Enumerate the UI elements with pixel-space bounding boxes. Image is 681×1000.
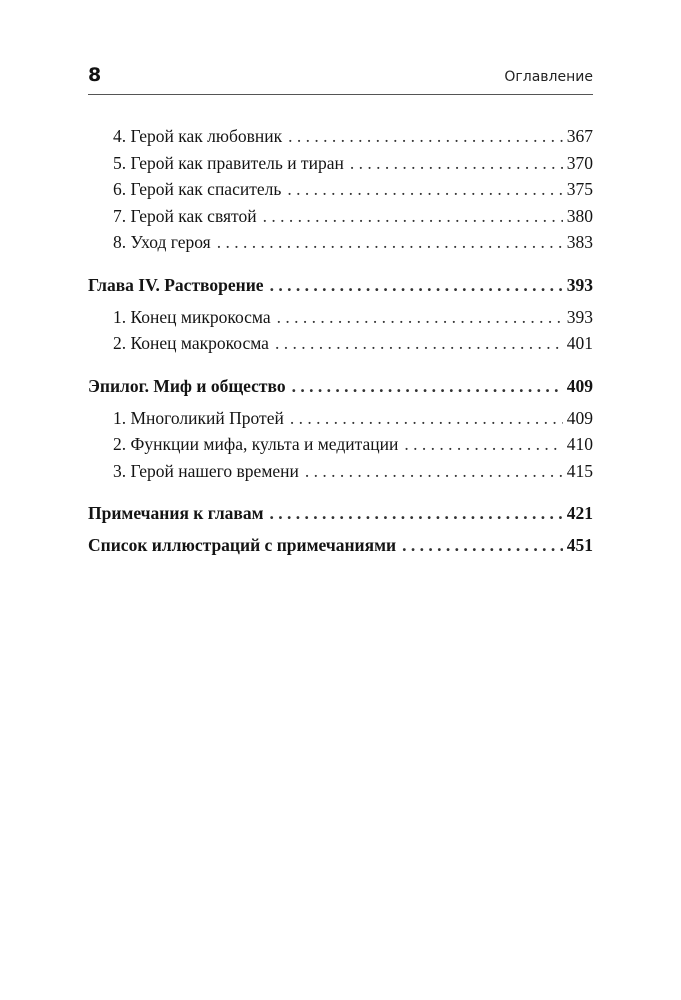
toc-entry-title: 4. Герой как любовник	[113, 126, 283, 146]
dot-leader	[305, 461, 563, 482]
dot-leader	[288, 126, 563, 147]
toc-chapter-entry[interactable]	[88, 535, 593, 567]
dot-leader	[292, 376, 563, 397]
dot-leader	[404, 434, 562, 455]
toc-chapter-title: Эпилог. Миф и общество	[88, 375, 286, 396]
toc-entry-title: 7. Герой как святой	[113, 205, 257, 226]
toc-entry-page: 375	[566, 179, 593, 199]
toc-entry[interactable]	[88, 333, 593, 360]
toc-entry-title: 2. Конец макрокосма	[113, 333, 269, 353]
toc-entry[interactable]	[88, 461, 593, 488]
dot-leader	[270, 503, 563, 524]
toc-entry-title: 8. Уход героя	[113, 232, 211, 252]
dot-leader	[270, 275, 563, 296]
toc-group-epilogue	[88, 376, 593, 488]
toc-entry-title: 5. Герой как правитель и тиран	[113, 152, 344, 173]
toc-entry[interactable]	[88, 153, 593, 180]
table-of-contents	[88, 126, 593, 583]
toc-group-chapter3-sections	[88, 126, 593, 259]
toc-entry-page: 410	[566, 434, 593, 454]
toc-entry-title: 2. Функции мифа, культа и медитации	[113, 434, 399, 454]
toc-entry-page: 367	[566, 126, 593, 146]
dot-leader	[277, 307, 563, 328]
toc-group-chapter4	[88, 275, 593, 360]
running-head	[88, 62, 593, 95]
toc-chapter-entry[interactable]	[88, 503, 593, 535]
toc-entry[interactable]	[88, 126, 593, 153]
toc-entry[interactable]	[88, 232, 593, 259]
dot-leader	[290, 408, 563, 429]
toc-entry-title: 1. Конец микрокосма	[113, 306, 271, 327]
toc-entry-page: 383	[566, 232, 593, 252]
toc-entry[interactable]	[88, 179, 593, 206]
toc-chapter-title: Глава IV. Растворение	[88, 274, 264, 295]
toc-chapter-page: 421	[566, 503, 593, 523]
dot-leader	[217, 232, 563, 253]
toc-chapter-page: 393	[566, 274, 593, 295]
toc-entry-page: 393	[566, 306, 593, 327]
toc-group-back-matter	[88, 503, 593, 567]
toc-entry[interactable]	[88, 307, 593, 334]
toc-entry-page: 409	[566, 407, 593, 428]
toc-entry[interactable]	[88, 206, 593, 233]
dot-leader	[263, 206, 563, 227]
toc-entry-page: 380	[566, 205, 593, 226]
toc-entry[interactable]	[88, 408, 593, 435]
toc-chapter-entry[interactable]	[88, 275, 593, 307]
page-number: 8	[88, 64, 102, 86]
toc-chapter-title: Список иллюстраций с примечаниями	[88, 535, 397, 555]
dot-leader	[275, 333, 563, 354]
toc-entry[interactable]	[88, 434, 593, 461]
toc-entry-page: 370	[566, 152, 593, 173]
toc-entry-title: 1. Многоликий Протей	[113, 407, 284, 428]
toc-entry-page: 401	[566, 333, 593, 353]
toc-chapter-page: 451	[566, 535, 593, 555]
section-title: Оглавление	[504, 69, 593, 85]
toc-entry-page: 415	[566, 460, 593, 481]
toc-chapter-page: 409	[566, 375, 593, 396]
toc-chapter-title: Примечания к главам	[88, 503, 264, 523]
dot-leader	[350, 153, 563, 174]
dot-leader	[287, 179, 562, 200]
toc-entry-title: 3. Герой нашего времени	[113, 460, 299, 481]
toc-entry-title: 6. Герой как спаситель	[113, 179, 282, 199]
dot-leader	[402, 535, 563, 556]
toc-chapter-entry[interactable]	[88, 376, 593, 408]
